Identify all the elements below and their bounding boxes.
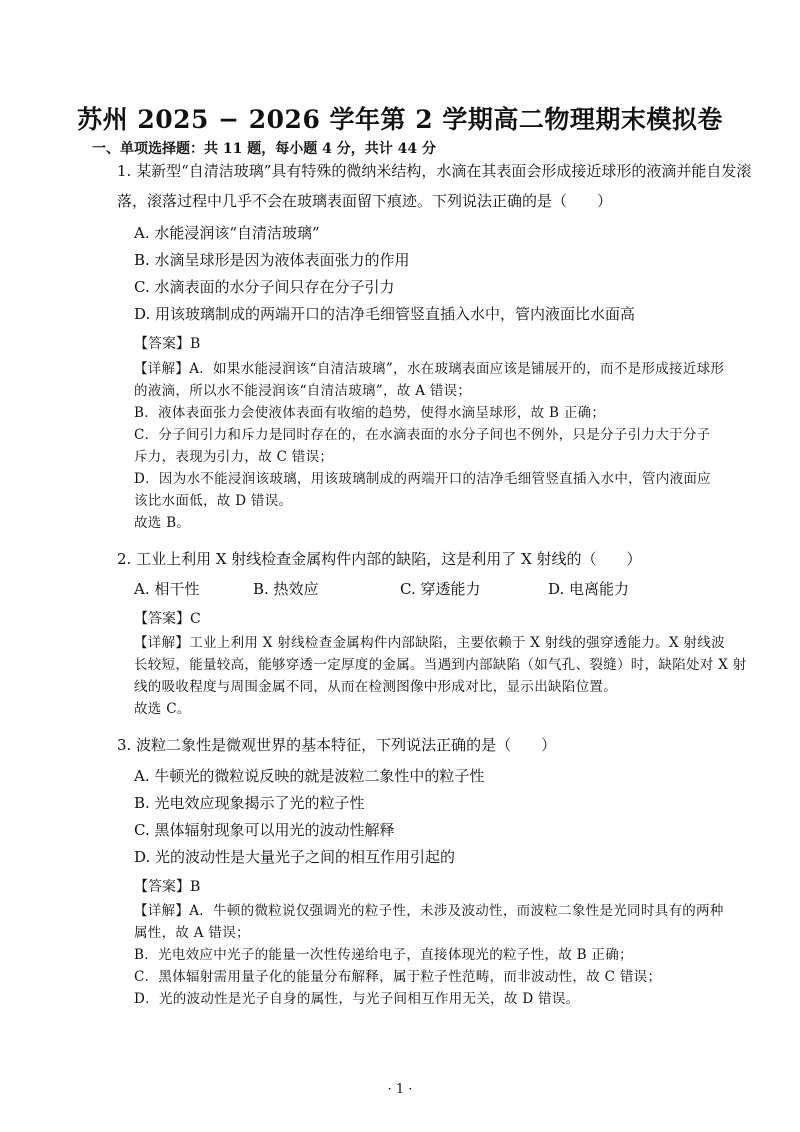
q1-stem-line-2: 落，滚落过程中几乎不会在玻璃表面留下痕迹。下列说法正确的是（ ） <box>117 192 613 210</box>
q1-option-c: C. 水滴表面的水分子间只存在分子引力 <box>134 278 395 296</box>
q2-option-b: B. 热效应 <box>253 580 319 598</box>
q1-detail-line: B．液体表面张力会使液体表面有收缩的趋势，使得水滴呈球形，故 B 正确； <box>134 405 606 421</box>
q1-detail-line: C．分子间引力和斥力是同时存在的，在水滴表面的水分子间也不例外，只是分子引力大于分子 <box>134 427 711 443</box>
q2-detail-line: 【详解】工业上利用 X 射线检查金属构件内部缺陷，主要依赖于 X 射线的强穿透能力。X 射线波 <box>134 635 725 651</box>
page-number: · 1 · <box>387 1082 413 1097</box>
q1-detail-line: 故选 B。 <box>134 515 191 531</box>
q3-stem-line-1: 3. 波粒二象性是微观世界的基本特征，下列说法正确的是（ ） <box>117 736 557 754</box>
q2-detail-line: 线的吸收程度与周围金属不同，从而在检测图像中形成对比，显示出缺陷位置。 <box>134 679 617 695</box>
q3-option-d: D. 光的波动性是大量光子之间的相互作用引起的 <box>134 848 456 866</box>
q2-option-a: A. 相干性 <box>134 580 200 598</box>
q2-option-c: C. 穿透能力 <box>400 580 481 598</box>
q1-detail-line: 斥力，表现为引力，故 C 错误； <box>134 449 334 465</box>
q2-option-d: D. 电离能力 <box>548 580 630 598</box>
q1-answer: 【答案】B <box>134 336 201 352</box>
q3-detail-line: C．黑体辐射需用量子化的能量分布解释，属于粒子性范畴，而非波动性，故 C 错误； <box>134 969 662 985</box>
q2-detail-line: 故选 C。 <box>134 701 191 717</box>
q1-stem-line-1: 1. 某新型“自清洁玻璃”具有特殊的微纳米结构，水滴在其表面会形成接近球形的液滴并能自发滚 <box>117 162 752 180</box>
q3-answer: 【答案】B <box>134 879 201 895</box>
q1-option-d: D. 用该玻璃制成的两端开口的洁净毛细管竖直插入水中，管内液面比水面高 <box>134 305 636 323</box>
q1-detail-line: 的液滴，所以水不能浸润该“自清洁玻璃”，故 A 错误； <box>134 383 472 399</box>
q3-detail-line: B．光电效应中光子的能量一次性传递给电子，直接体现光的粒子性，故 B 正确； <box>134 947 633 963</box>
q2-detail-line: 长较短，能量较高，能够穿透一定厚度的金属。当遇到内部缺陷（如气孔、裂缝）时，缺陷处对 X 射 <box>134 657 747 673</box>
q1-detail-line: D．因为水不能浸润该玻璃，用该玻璃制成的两端开口的洁净毛细管竖直插入水中，管内液面应 <box>134 471 711 487</box>
q2-stem-line-1: 2. 工业上利用 X 射线检查金属构件内部的缺陷，这是利用了 X 射线的（ ） <box>117 550 642 568</box>
q1-detail-line: 该比水面低，故 D 错误。 <box>134 493 293 509</box>
q1-detail-line: 【详解】A．如果水能浸润该“自清洁玻璃”，水在玻璃表面应该是铺展开的，而不是形成接近球形 <box>134 361 725 377</box>
q3-option-a: A. 牛顿光的微粒说反映的就是波粒二象性中的粒子性 <box>134 767 485 785</box>
q3-detail-line: D．光的波动性是光子自身的属性，与光子间相互作用无关，故 D 错误。 <box>134 991 580 1007</box>
q1-option-a: A. 水能浸润该“自清洁玻璃” <box>134 224 320 242</box>
q3-detail-line: 【详解】A．牛顿的微粒说仅强调光的粒子性，未涉及波动性，而波粒二象性是光同时具有的两种 <box>134 903 724 919</box>
page-title: 苏州 2025 − 2026 学年第 2 学期高二物理期末模拟卷 <box>77 105 723 134</box>
q2-answer: 【答案】C <box>134 611 201 627</box>
q3-option-b: B. 光电效应现象揭示了光的粒子性 <box>134 794 365 812</box>
section-heading: 一、单项选择题：共 11 题，每小题 4 分，共计 44 分 <box>92 141 436 157</box>
q3-detail-line: 属性，故 A 错误； <box>134 925 250 941</box>
q3-option-c: C. 黑体辐射现象可以用光的波动性解释 <box>134 821 395 839</box>
q1-option-b: B. 水滴呈球形是因为液体表面张力的作用 <box>134 251 410 269</box>
